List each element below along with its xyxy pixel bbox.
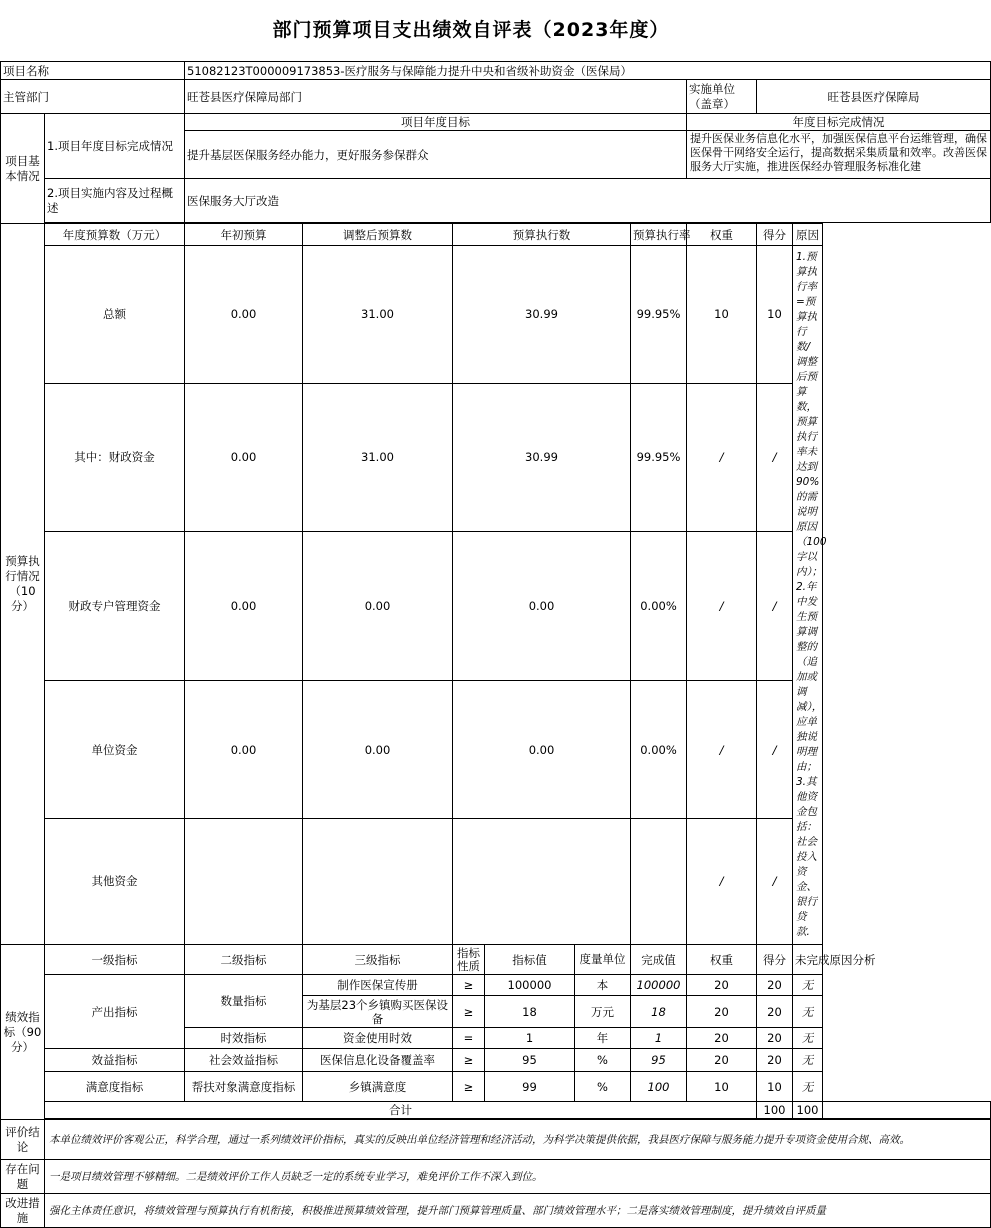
indicator-score: 10 [757,1072,793,1102]
performance-header: 二级指标 [185,945,303,975]
budget-executed [453,818,631,944]
page-title: 部门预算项目支出绩效自评表（2023年度） [272,19,670,41]
budget-score: / [757,681,793,819]
budget-header: 权重 [687,224,757,246]
budget-weight: / [687,532,757,681]
level3-indicator: 制作医保宣传册 [303,975,453,996]
indicator-reason: 无 [793,975,823,996]
budget-score: / [757,818,793,944]
fix-text: 强化主体责任意识，将绩效管理与预算执行有机衔接，积极推进预算绩效管理，提升部门预算管理质量、部门绩效管理水平；二是落实绩效管理制度，提升绩效自评质量 [45,1194,991,1228]
conclusion-label: 评价结论 [1,1120,45,1160]
indicator-score: 20 [757,975,793,996]
performance-header: 未完成原因分析 [793,945,823,975]
basic-header-row [1,114,991,131]
indicator-value: 1 [485,1028,575,1049]
indicator-weight: 10 [687,1072,757,1102]
budget-executed: 30.99 [453,246,631,384]
budget-reason-note: 1.预算执行率=预算执行数/调整后预算数，预算执行率未达到90%的需说明原因（100字以内）；2.年中发生预算调整的（追加或调减），应单独说明理由；3.其他资金包括：社会投入资金、银行贷款. [793,246,823,945]
content-row-label: 2.项目实施内容及过程概述 [45,179,185,223]
level3-indicator: 资金使用时效 [303,1028,453,1049]
budget-section-label: 预算执行情况（10分） [1,224,45,945]
indicator-row [1,975,991,996]
indicator-reason: 无 [793,1028,823,1049]
conclusion-row [1,1120,991,1160]
budget-rate: 99.95% [631,246,687,384]
project-name-row [1,62,991,80]
fix-label: 改进措施 [1,1194,45,1228]
budget-adjusted: 31.00 [303,383,453,532]
budget-header: 原因 [793,224,823,246]
budget-adjusted: 0.00 [303,681,453,819]
budget-executed: 0.00 [453,532,631,681]
performance-header: 度量单位 [575,945,631,975]
budget-row [1,383,991,532]
indicator-unit: % [575,1072,631,1102]
department-value: 旺苍县医疗保障局部门 [185,80,687,114]
indicator-operator: ≥ [453,1072,485,1102]
implementer-value: 旺苍县医疗保障局 [757,80,991,114]
budget-header: 预算执行数 [453,224,631,246]
budget-initial: 0.00 [185,532,303,681]
budget-weight: / [687,818,757,944]
goal-column-header: 项目年度目标 [185,114,687,131]
budget-weight: / [687,383,757,532]
project-name-label: 项目名称 [1,62,185,80]
budget-initial [185,818,303,944]
goal-row-label: 1.项目年度目标完成情况 [45,114,185,179]
indicator-done: 95 [631,1049,687,1072]
budget-rate: 0.00% [631,681,687,819]
goal-text: 提升基层医保服务经办能力，更好服务参保群众 [185,131,687,179]
budget-header: 预算执行率 [631,224,687,246]
level1-satisfaction: 满意度指标 [45,1072,185,1102]
budget-adjusted [303,818,453,944]
level3-indicator: 医保信息化设备覆盖率 [303,1049,453,1072]
performance-header: 一级指标 [45,945,185,975]
indicator-value: 95 [485,1049,575,1072]
budget-row [1,246,991,384]
indicator-score: 20 [757,1028,793,1049]
indicator-score: 20 [757,996,793,1028]
indicator-done: 1 [631,1028,687,1049]
indicator-weight: 20 [687,1028,757,1049]
indicator-weight: 20 [687,975,757,996]
indicator-done: 100000 [631,975,687,996]
budget-rate [631,818,687,944]
indicator-reason: 无 [793,1049,823,1072]
budget-initial: 0.00 [185,246,303,384]
total-weight: 100 [757,1102,793,1119]
performance-header: 权重 [687,945,757,975]
level1-benefit: 效益指标 [45,1049,185,1072]
budget-header: 年初预算 [185,224,303,246]
budget-score: / [757,532,793,681]
indicator-reason: 无 [793,1072,823,1102]
indicator-unit: % [575,1049,631,1072]
indicator-score: 20 [757,1049,793,1072]
evaluation-table [0,61,991,1228]
issue-text: 一是项目绩效管理不够精细。二是绩效评价工作人员缺乏一定的系统专业学习，难免评价工作不深入到位。 [45,1160,991,1194]
budget-score: 10 [757,246,793,384]
indicator-value: 100000 [485,975,575,996]
budget-adjusted: 31.00 [303,246,453,384]
total-score: 100 [793,1102,823,1119]
level2-time: 时效指标 [185,1028,303,1049]
performance-header: 得分 [757,945,793,975]
budget-executed: 0.00 [453,681,631,819]
indicator-operator: ≥ [453,996,485,1028]
done-column-header: 年度目标完成情况 [687,114,991,131]
indicator-operator: ≥ [453,975,485,996]
budget-row-name: 其中：财政资金 [45,383,185,532]
indicator-operator: ≥ [453,1049,485,1072]
fix-row [1,1194,991,1228]
indicator-row [1,1049,991,1072]
department-label: 主管部门 [1,80,185,114]
project-name-value: 51082123T000009173853-医疗服务与保障能力提升中央和省级补助资金（医保局） [185,62,991,80]
indicator-done: 18 [631,996,687,1028]
done-text: 提升医保业务信息化水平，加强医保信息平台运维管理，确保医保骨干网络安全运行，提高数据采集质量和效率。改善医保服务大厅实施，推进医保经办管理服务标准化建 [687,131,991,179]
total-label: 合计 [45,1102,757,1119]
budget-row-name: 单位资金 [45,681,185,819]
level2-social: 社会效益指标 [185,1049,303,1072]
level3-indicator: 为基层23个乡镇购买医保设备 [303,996,453,1028]
budget-weight: / [687,681,757,819]
performance-header: 三级指标 [303,945,453,975]
budget-rate: 0.00% [631,532,687,681]
content-text: 医保服务大厅改造 [185,179,991,223]
indicator-value: 18 [485,996,575,1028]
total-reason-empty [823,1102,991,1119]
budget-header: 得分 [757,224,793,246]
indicator-unit: 年 [575,1028,631,1049]
level3-indicator: 乡镇满意度 [303,1072,453,1102]
total-row [1,1102,991,1119]
basic-section-label: 项目基本情况 [1,114,45,224]
indicator-reason: 无 [793,996,823,1028]
budget-row-name: 财政专户管理资金 [45,532,185,681]
performance-header-row [1,945,991,975]
performance-header: 指标性质 [453,945,485,975]
budget-header: 年度预算数（万元） [45,224,185,246]
budget-row [1,818,991,944]
budget-rate: 99.95% [631,383,687,532]
indicator-weight: 20 [687,996,757,1028]
budget-score: / [757,383,793,532]
implementer-label: 实施单位（盖章） [687,80,757,114]
budget-initial: 0.00 [185,681,303,819]
performance-header: 完成值 [631,945,687,975]
level1-output: 产出指标 [45,975,185,1049]
budget-row-name: 总额 [45,246,185,384]
issue-label: 存在问题 [1,1160,45,1194]
performance-section-label: 绩效指标（90分） [1,945,45,1120]
budget-row-name: 其他资金 [45,818,185,944]
budget-row [1,681,991,819]
budget-header: 调整后预算数 [303,224,453,246]
indicator-value: 99 [485,1072,575,1102]
content-row [1,179,991,223]
department-row [1,80,991,114]
performance-header: 指标值 [485,945,575,975]
budget-header-row [1,224,991,246]
indicator-done: 100 [631,1072,687,1102]
indicator-weight: 20 [687,1049,757,1072]
budget-weight: 10 [687,246,757,384]
indicator-unit: 万元 [575,996,631,1028]
issue-row [1,1160,991,1194]
indicator-unit: 本 [575,975,631,996]
budget-adjusted: 0.00 [303,532,453,681]
level2-quantity: 数量指标 [185,975,303,1028]
indicator-row [1,1072,991,1102]
level2-target: 帮扶对象满意度指标 [185,1072,303,1102]
budget-executed: 30.99 [453,383,631,532]
budget-initial: 0.00 [185,383,303,532]
conclusion-text: 本单位绩效评价客观公正，科学合理，通过一系列绩效评价指标，真实的反映出单位经济管理和经济活动，为科学决策提供依据，我县医疗保障与服务能力提升专项资金使用合规、高效。 [45,1120,991,1160]
indicator-operator: = [453,1028,485,1049]
budget-row [1,532,991,681]
